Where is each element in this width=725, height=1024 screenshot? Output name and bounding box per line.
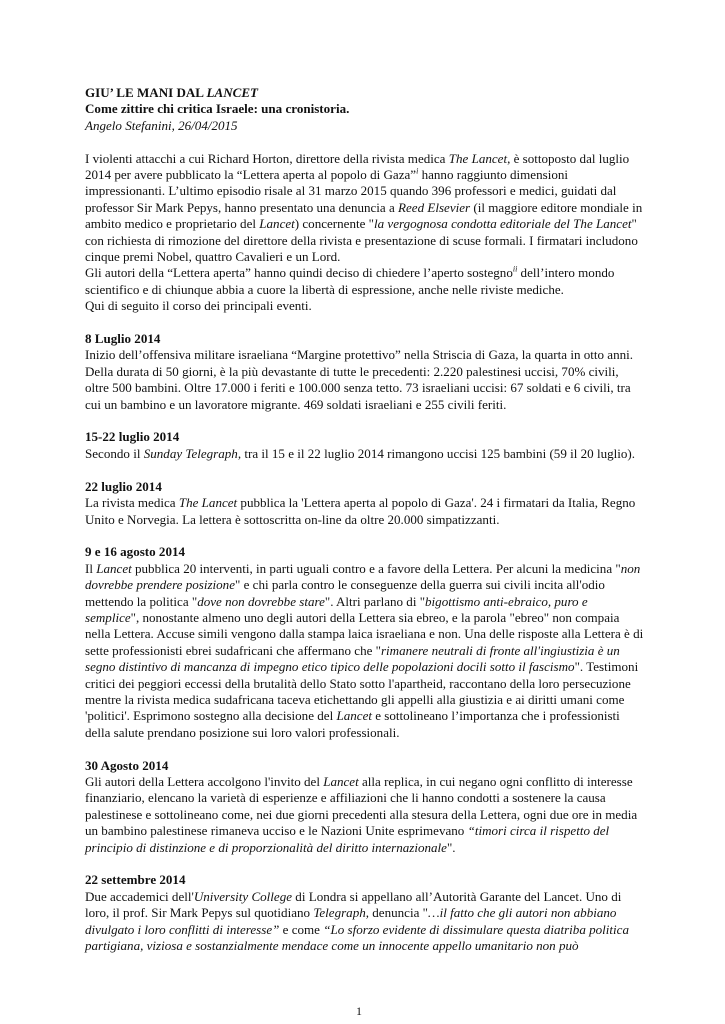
section-date: 15-22 luglio 2014	[85, 429, 180, 445]
section-date: 30 Agosto 2014	[85, 757, 169, 773]
endnote-marker[interactable]: i	[416, 166, 419, 176]
document-title: GIU’ LE MANI DAL LANCET	[85, 85, 259, 100]
document-subtitle: Come zittire chi critica Israele: una cronistoria.	[85, 101, 350, 117]
section-text: Inizio dell’offensiva militare israeliana “Margine protettivo” nella Striscia di Gaza, la quarta in otto anni. Della durata di 50 giorni, è la più devastante di tutte le precedenti: 2.220 palestinesi uccisi, 70% civili, oltre 500 bambini. Oltre 17.000 i feriti e 100.000 senza tetto. 73 israeliani uccisi: 67 soldati e 6 civili, tra cui un bambino e un lavoratore migrante. 469 soldati israeliani e 255 civili feriti.	[85, 347, 634, 412]
section-date: 8 Luglio 2014	[85, 331, 161, 347]
section-date: 9 e 16 agosto 2014	[85, 544, 186, 560]
page-number: 1	[356, 1004, 362, 1018]
document-page	[85, 85, 645, 954]
endnote-marker[interactable]: ii	[512, 265, 518, 275]
section-text: Gli autori della Lettera accolgono l'invito del Lancet alla replica, in cui negano ogni conflitto di interesse finanziario, elencano la varietà di esperienze e affiliazioni che li hanno condotti a sostenere la causa palestinese e sottolineano come, nei due giorni precedenti alla stesura della Lettera, ogni due ore in media un bambino palestinese rimaneva ucciso e le Nazioni Unite esprimevano “timori circa il rispetto del principio di distinzione e di proporzionalità del diritto internazionale".	[85, 773, 638, 855]
byline: Angelo Stefanini, 26/04/2015	[85, 117, 238, 133]
intro-paragraph-2: Gli autori della “Lettera aperta” hanno quindi deciso di chiedere l’aperto sostegno$^{ii}$ dell’intero mondo scientifico e di chiunque abbia a cuore la libertà di espressione, anche nelle riviste mediche.	[85, 265, 615, 297]
intro-paragraph-3: Qui di seguito il corso dei principali eventi.	[85, 298, 312, 314]
section-text: Secondo il Sunday Telegraph, tra il 15 e il 22 luglio 2014 rimangono uccisi 125 bambini (59 il 20 luglio).	[85, 445, 635, 461]
section-text: Due accademici dell'University College di Londra si appellano all’Autorità Garante del Lancet. Uno di loro, il prof. Sir Mark Pepys sul quotidiano Telegraph, denuncia "…il fatto che gli autori non abbiano divulgato i loro conflitti di interesse” e come “Lo sforzo evidente di dissimulare questa diatriba politica partigiana, viziosa e sostanzialmente mendace come un innocente appello umanitario non può	[85, 888, 629, 954]
section-text: La rivista medica The Lancet pubblica la 'Lettera aperta al popolo di Gaza'. 24 i firmatari da Italia, Regno Unito e Norvegia. La lettera è sottoscritta on-line da oltre 20.000 simpatizzanti.	[85, 495, 636, 527]
section-date: 22 settembre 2014	[85, 872, 186, 888]
section-text: Il Lancet pubblica 20 interventi, in parti uguali contro e a favore della Lettera. Per alcuni la medicina "non dovrebbe prendere posizione" e chi parla contro le conseguenze della guerra sui civili incita all'odio mettendo la politica "dove non dovrebbe stare". Altri parlano di "bigottismo anti-ebraico, puro e semplice", nonostante almeno uno degli autori della Lettera sia ebreo, e la parola "ebreo" non compaia nella Lettera. Accuse simili vengono dalla stampa laica israeliana e non. Una delle risposte alla Lettera è di sette professionisti ebrei sudafricani che affermano che "rimanere neutrali di fronte all'ingiustizia è un segno distintivo di mancanza di impegno etico tipico delle popolazioni docili sotto il fascismo". Testimoni critici dei peggiori eccessi della brutalità dello Stato sotto l'apartheid, raccontano della loro persecuzione mentre la rivista medica sudafricana taceva etichettando gli appelli alla giustizia e ai diritti umani come 'politici'. Esprimono sostegno alla decisione del Lancet e sottolineano l’importanza che i professionisti della salute prendano posizione sui loro valori professionali.	[85, 560, 644, 740]
intro-paragraph: I violenti attacchi a cui Richard Horton, direttore della rivista medica The Lancet, è sottoposto dal luglio 2014 per avere pubblicato la “Lettera aperta al popolo di Gaza”$^i$ hanno raggiunto dimensioni impressionanti. L’ultimo episodio risale al 31 marzo 2015 quando 396 professori e medici, guidati dal professor Sir Mark Pepys, hanno presentato una denuncia a Reed Elsevier (il maggiore editore mondiale in ambito medico e proprietario del Lancet) concernente "la vergognosa condotta editoriale del The Lancet" con richiesta di rimozione del direttore della rivista e presentazione di scuse formali. I firmatari includono cinque premi Nobel, quattro Cavalieri e un Lord.	[85, 150, 643, 265]
section-date: 22 luglio 2014	[85, 478, 162, 494]
